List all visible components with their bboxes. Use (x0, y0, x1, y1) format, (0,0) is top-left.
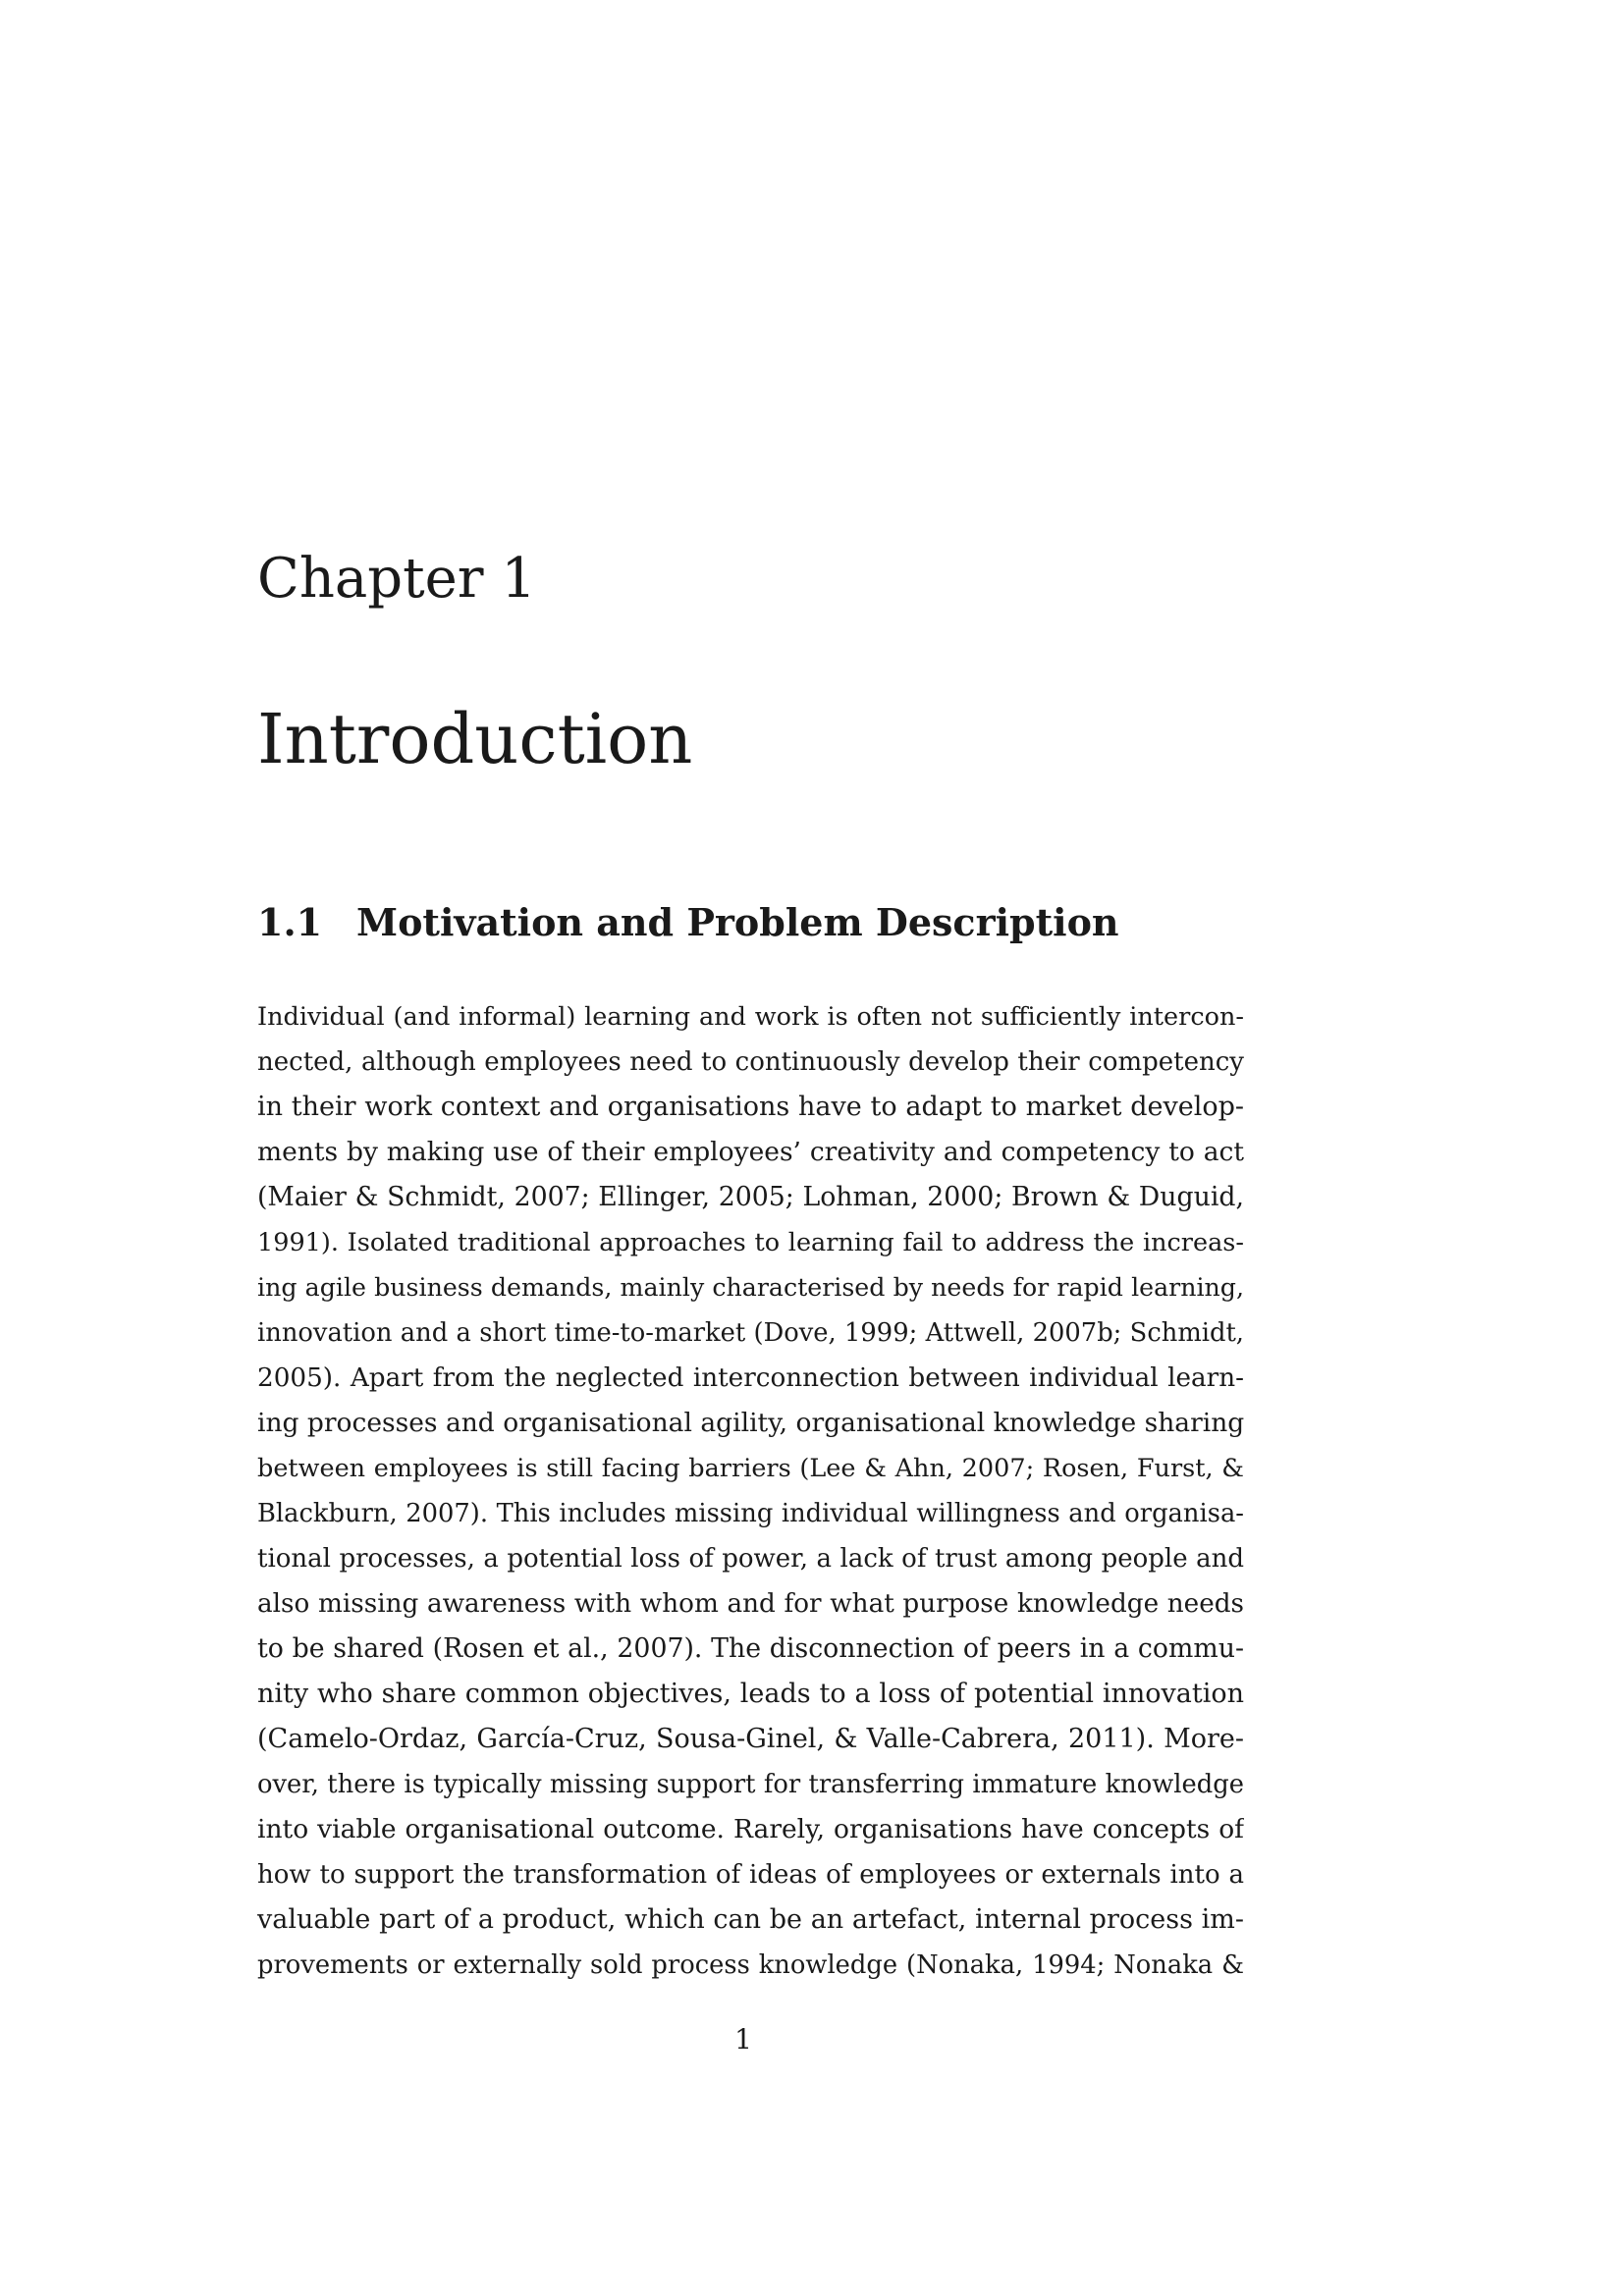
text-line: how to support the transformation of ideas of employees or externals into a (257, 1860, 1244, 1890)
text-line: nected, although employees need to continuously develop their competency (257, 1047, 1244, 1077)
body-paragraph (257, 994, 1244, 1988)
text-line: (Maier & Schmidt, 2007; Ellinger, 2005; Lohman, 2000; Brown & Duguid, (257, 1182, 1244, 1212)
text-line: 1991). Isolated traditional approaches to learning fail to address the increas- (257, 1228, 1244, 1257)
text-line: ments by making use of their employees’ creativity and competency to act (257, 1137, 1244, 1167)
text-line: between employees is still facing barriers (Lee & Ahn, 2007; Rosen, Furst, & (257, 1454, 1244, 1483)
section-title: Motivation and Problem Description (356, 900, 1119, 944)
text-line: in their work context and organisations have to adapt to market develop- (257, 1092, 1244, 1122)
text-line: valuable part of a product, which can be an artefact, internal process im- (257, 1904, 1244, 1935)
text-line: ing processes and organisational agility, organisational knowledge sharing (257, 1408, 1244, 1438)
text-line: ing agile business demands, mainly characterised by needs for rapid learning, (257, 1273, 1244, 1302)
text-line: nity who share common objectives, leads to a loss of potential innovation (257, 1679, 1244, 1709)
text-line: Individual (and informal) learning and work is often not sufficiently intercon- (257, 1002, 1244, 1032)
text-line: 2005). Apart from the neglected interconnection between individual learn- (257, 1363, 1244, 1393)
text-line: to be shared (Rosen et al., 2007). The disconnection of peers in a commu- (257, 1633, 1244, 1664)
text-line: innovation and a short time-to-market (Dove, 1999; Attwell, 2007b; Schmidt, (257, 1318, 1244, 1348)
text-line: into viable organisational outcome. Rarely, organisations have concepts of (257, 1814, 1244, 1844)
chapter-label: Chapter 1 (257, 547, 536, 611)
chapter-title: Introduction (257, 699, 693, 779)
section-heading (257, 898, 1119, 947)
text-line: provements or externally sold process knowledge (Nonaka, 1994; Nonaka & (257, 1950, 1244, 1980)
page-number: 1 (734, 2023, 752, 2056)
text-line: also missing awareness with whom and for what purpose knowledge needs (257, 1589, 1244, 1619)
text-line: (Camelo-Ordaz, García-Cruz, Sousa-Ginel, & Valle-Cabrera, 2011). More- (257, 1724, 1244, 1754)
text-line: Blackburn, 2007). This includes missing individual willingness and organisa- (257, 1499, 1244, 1528)
text-line: tional processes, a potential loss of power, a lack of trust among people and (257, 1544, 1244, 1574)
text-line: over, there is typically missing support for transferring immature knowledge (257, 1770, 1244, 1799)
section-number: 1.1 (257, 900, 323, 944)
